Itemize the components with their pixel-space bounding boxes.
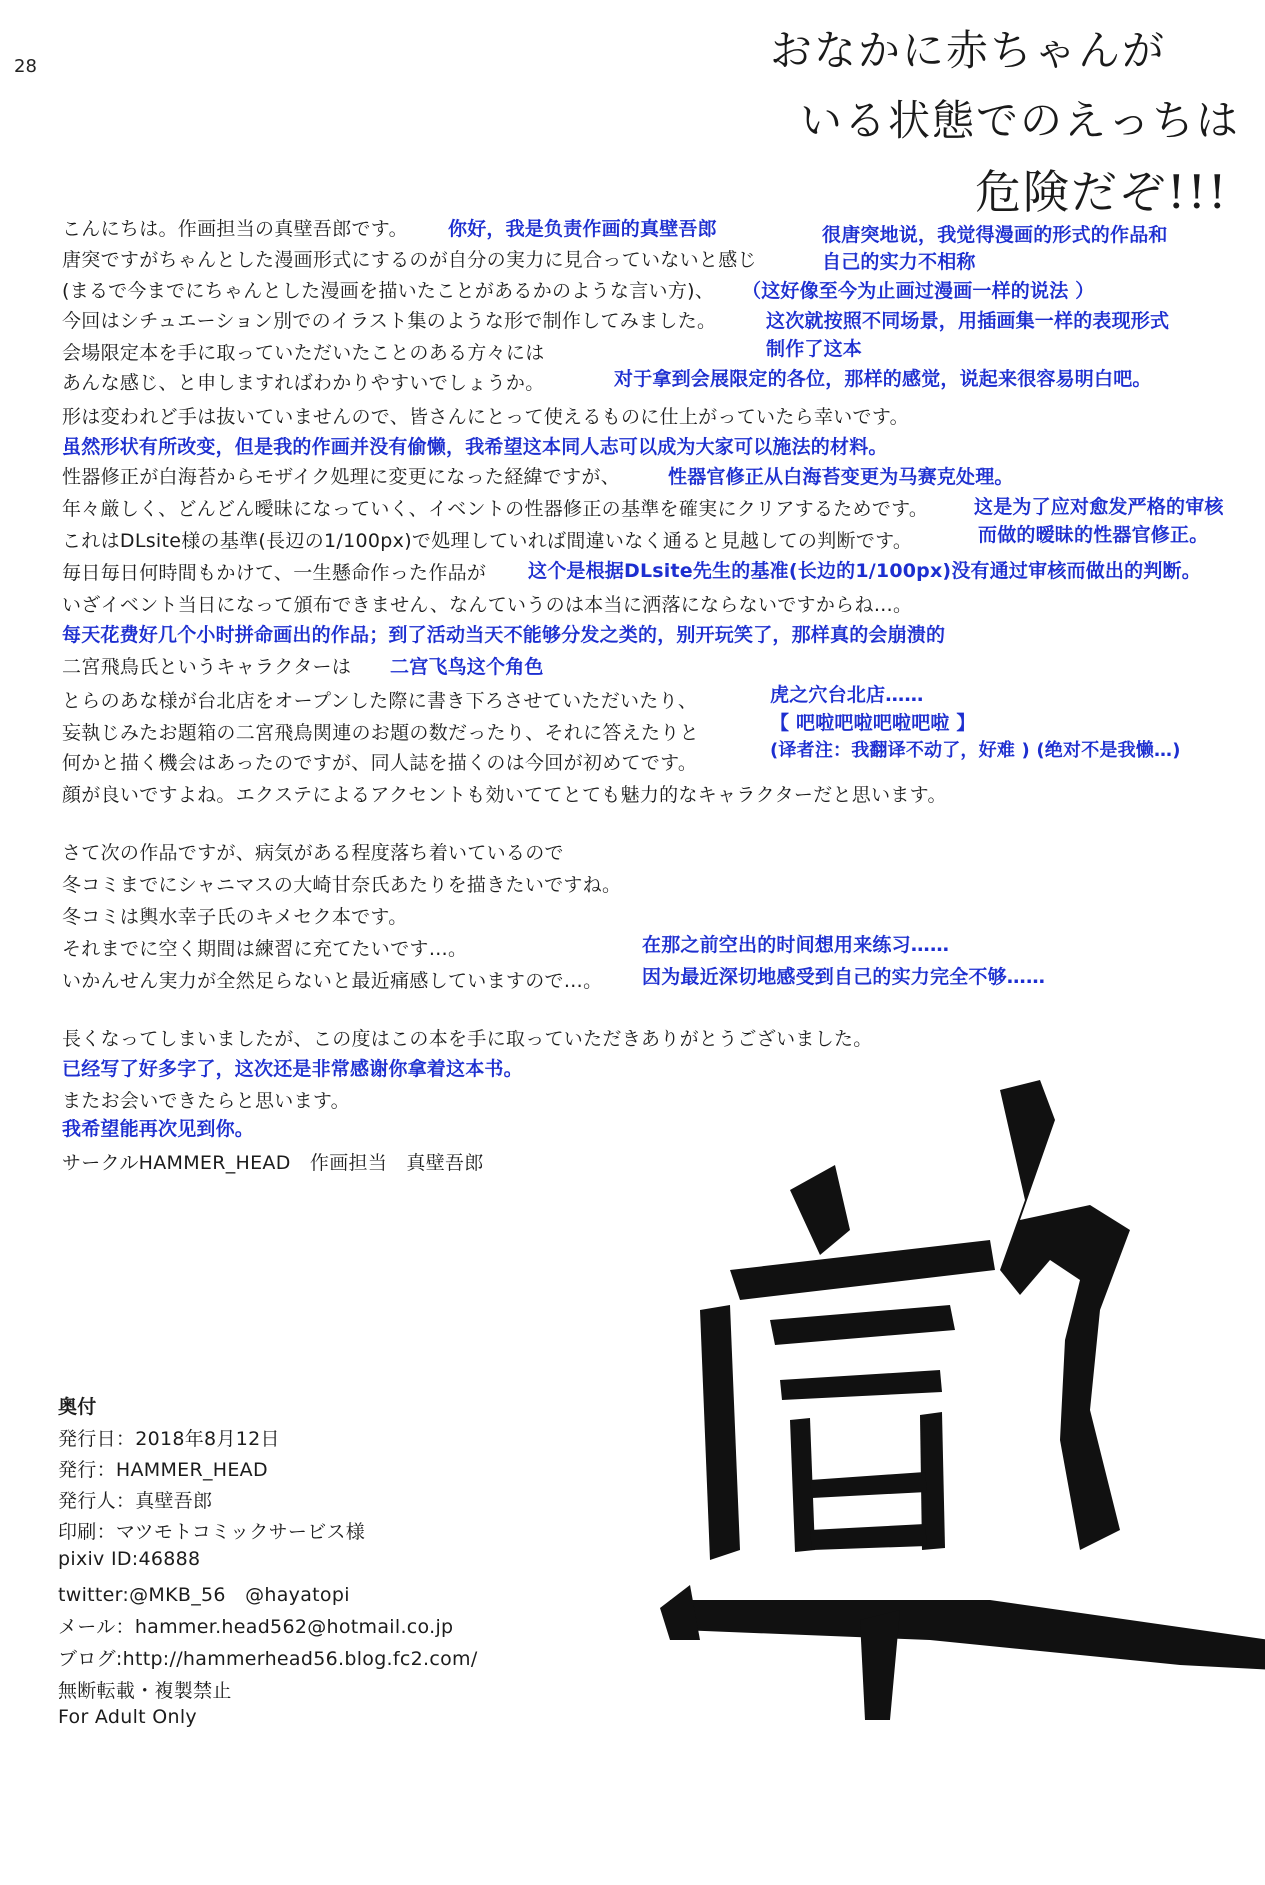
colophon-adult: For Adult Only (58, 1706, 197, 1728)
line-9-cn: 性器官修正从白海苔变更为马赛克处理。 (668, 466, 1014, 488)
line-6-cn: 对于拿到会展限定的各位，那样的感觉，说起来很容易明白吧。 (614, 368, 1152, 390)
colophon-mail: メール：hammer.head562@hotmail.co.jp (58, 1616, 454, 1638)
line-13-jp: いざイベント当日になって頒布できません、なんていうのは本当に洒落にならないですからね…。 (62, 594, 913, 616)
line-15-jp: 二宮飛鳥氏というキャラクターは (62, 656, 352, 678)
handwritten-line-3: 危険だぞ!!! (975, 165, 1229, 219)
line-10-jp: 年々厳しく、どんどん曖昧になっていく、イベントの性器修正の基準を確実にクリアするためです。 (62, 498, 929, 520)
page-number: 28 (14, 56, 37, 77)
line-19-jp: 顔が良いですよね。エクステによるアクセントも効いててとても魅力的なキャラクターだと思います。 (62, 784, 947, 806)
line-5-jp: 会場限定本を手に取っていただいたことのある方々には (62, 342, 545, 364)
line-17-jp: 妄執じみたお題箱の二宮飛鳥関連のお題の数だったり、それに答えたりと (62, 722, 699, 744)
cn-top-right-1: 很唐突地说，我觉得漫画的形式的作品和 (822, 224, 1168, 246)
line-7-jp: 形は変われど手は抜いていませんので、皆さんにとって使えるものに仕上がっていたら幸いです。 (62, 406, 909, 428)
colophon-date: 発行日：2018年8月12日 (58, 1428, 280, 1450)
line-23-jp: それまでに空く期間は練習に充てたいです…。 (62, 938, 468, 960)
line-15-cn: 二宫飞鸟这个角色 (390, 656, 544, 678)
colophon-pixiv: pixiv ID:46888 (58, 1548, 201, 1570)
line-11-cn: 而做的暧昧的性器官修正。 (978, 524, 1209, 546)
colophon-printer: 印刷：マツモトコミックサービス様 (58, 1521, 366, 1543)
line-2-jp: 唐突ですがちゃんとした漫画形式にするのが自分の実力に見合っていないと感じ (62, 249, 757, 271)
line-23-cn: 在那之前空出的时间想用来练习…… (642, 934, 950, 956)
line-16-jp: とらのあな様が台北店をオープンした際に書き下ろさせていただいたり、 (62, 690, 698, 712)
line-1-jp: こんにちは。作画担当の真壁吾郎です。 (62, 218, 408, 240)
line-22-jp: 冬コミは輿水幸子氏のキメセク本です。 (62, 906, 408, 928)
line-6-jp: あんな感じ、と申しますればわかりやすいでしょうか。 (62, 372, 545, 394)
line-10-cn: 这是为了应对愈发严格的审核 (974, 496, 1224, 518)
line-4-cn: 这次就按照不同场景，用插画集一样的表现形式 (766, 310, 1170, 332)
line-4-jp: 今回はシチュエーション別でのイラスト集のような形で制作してみました。 (62, 310, 717, 332)
handwritten-line-2: いる状態でのえっちは (800, 96, 1241, 145)
calligraphy-signature (660, 1080, 1265, 1720)
line-27-jp: またお会いできたらと思います。 (62, 1090, 350, 1112)
line-29-jp: サークルHAMMER_HEAD 作画担当 真壁吾郎 (62, 1152, 484, 1174)
line-8-cn: 虽然形状有所改变，但是我的作画并没有偷懒，我希望这本同人志可以成为大家可以施法的材料。 (62, 436, 888, 458)
line-3-cn: （这好像至今为止画过漫画一样的说法 ） (742, 280, 1095, 302)
handwritten-line-1: おなかに赤ちゃんが (770, 26, 1167, 75)
colophon-issuer: 発行人：真壁吾郎 (58, 1490, 213, 1512)
colophon-publisher: 発行：HAMMER_HEAD (58, 1459, 268, 1481)
line-24-jp: いかんせん実力が全然足らないと最近痛感していますので…。 (62, 970, 603, 992)
colophon-blog: ブログ:http://hammerhead56.blog.fc2.com/ (58, 1648, 478, 1670)
cn-made: 制作了这本 (766, 338, 863, 360)
line-25-jp: 長くなってしまいましたが、この度はこの本を手に取っていただきありがとうございました。 (62, 1028, 873, 1050)
line-11-jp: これはDLsite様の基準(長辺の1/100px)で処理していれば間違いなく通ると見越しての判断です。 (62, 530, 913, 552)
cn-top-right-2: 自己的实力不相称 (822, 251, 976, 273)
line-26-cn: 已经写了好多字了，这次还是非常感谢你拿着这本书。 (62, 1058, 523, 1080)
line-17-cn: 【 吧啦吧啦吧啦吧啦 】 (770, 712, 976, 734)
line-3-jp: (まるで今までにちゃんとした漫画を描いたことがあるかのような言い方)、 (62, 280, 715, 302)
colophon-twitter: twitter:@MKB_56 @hayatopi (58, 1584, 350, 1606)
line-12-jp: 毎日毎日何時間もかけて、一生懸命作った作品が (62, 562, 487, 584)
line-18-jp: 何かと描く機会はあったのですが、同人誌を描くのは今回が初めてです。 (62, 752, 698, 774)
line-28-cn: 我希望能再次见到你。 (62, 1118, 255, 1140)
line-21-jp: 冬コミまでにシャニマスの大崎甘奈氏あたりを描きたいですね。 (62, 874, 622, 896)
line-1-cn: 你好，我是负责作画的真壁吾郎 (448, 218, 717, 240)
colophon-copyright: 無断転載・複製禁止 (58, 1680, 232, 1702)
line-18-cn: (译者注：我翻译不动了，好难 ) (绝对不是我懒…) (770, 740, 1181, 761)
colophon-title: 奥付 (58, 1396, 97, 1418)
line-14-cn: 每天花费好几个小时拼命画出的作品；到了活动当天不能够分发之类的，别开玩笑了，那样真的会崩溃的 (62, 624, 946, 646)
line-9-jp: 性器修正が白海苔からモザイク処理に変更になった経緯ですが、 (62, 466, 620, 488)
line-20-jp: さて次の作品ですが、病気がある程度落ち着いているので (62, 842, 564, 864)
line-16-cn: 虎之穴台北店…… (770, 684, 924, 706)
line-12-cn: 这个是根据DLsite先生的基准(长边的1/100px)没有通过审核而做出的判断。 (528, 560, 1201, 582)
line-24-cn: 因为最近深切地感受到自己的实力完全不够…… (642, 966, 1046, 988)
